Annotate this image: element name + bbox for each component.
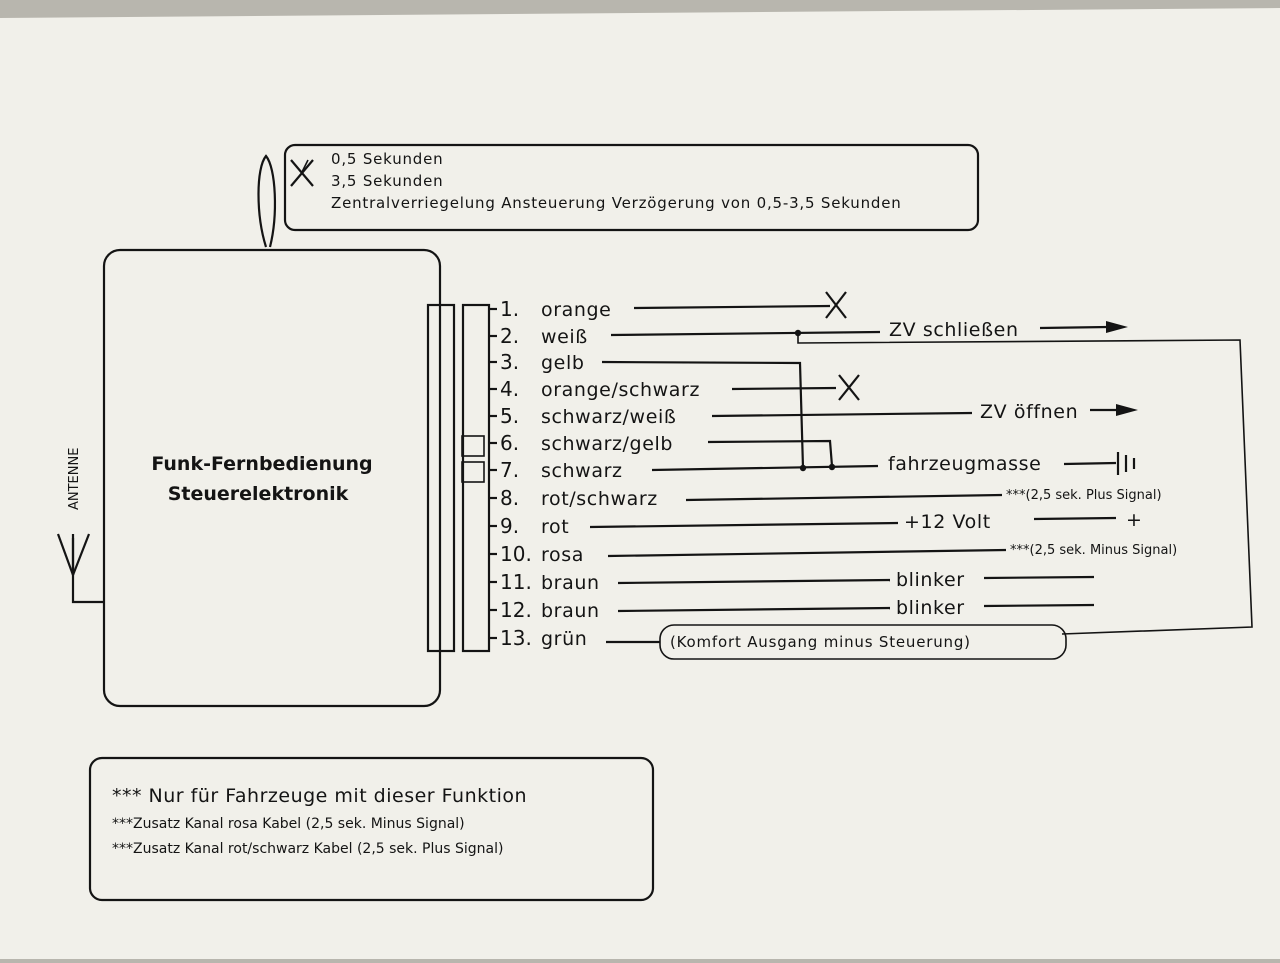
target-ground: fahrzeugmasse [888, 453, 1042, 475]
footnote-line2: ***Zusatz Kanal rosa Kabel (2,5 sek. Minus Signal) [112, 816, 465, 832]
timing-option-1: 0,5 Sekunden [331, 150, 444, 168]
pin-number: 13. [500, 626, 532, 650]
target-zv-open: ZV öffnen [980, 401, 1079, 423]
target-comfort-output: (Komfort Ausgang minus Steuerung) [670, 633, 971, 651]
pin-number: 5. [500, 404, 520, 428]
pin-number: 12. [500, 598, 532, 622]
unit-title-line2: Steuerelektronik [167, 483, 349, 505]
target-blinker-left: blinker [896, 569, 965, 591]
pin-number: 8. [500, 486, 520, 510]
plus-symbol: + [1126, 509, 1143, 531]
target-blinker-right: blinker [896, 597, 965, 619]
pin-number: 11. [500, 570, 532, 594]
timing-option-2: 3,5 Sekunden [331, 172, 444, 190]
target-12v: +12 Volt [904, 511, 991, 533]
wire-color-label: schwarz/weiß [541, 406, 677, 428]
pin-number: 3. [500, 350, 520, 374]
wire-color-label: rosa [541, 544, 584, 566]
wire-color-label: orange [541, 299, 612, 321]
wire-color-label: schwarz/gelb [541, 433, 674, 455]
wire-color-label: gelb [541, 352, 585, 374]
pin-number: 4. [500, 377, 520, 401]
timing-description: Zentralverriegelung Ansteuerung Verzögerung von 0,5-3,5 Sekunden [331, 194, 902, 212]
pin-number: 2. [500, 324, 520, 348]
antenna-label: ANTENNE [67, 447, 82, 510]
wire-color-label: grün [541, 628, 588, 650]
wire-color-label: weiß [541, 326, 588, 348]
pin-number: 9. [500, 514, 520, 538]
wire-4 [732, 388, 836, 389]
wire-color-label: braun [541, 572, 600, 594]
target-plus-signal: ***(2,5 sek. Plus Signal) [1006, 488, 1162, 503]
pin-number: 7. [500, 458, 520, 482]
pin-number: 6. [500, 431, 520, 455]
pin-number: 10. [500, 542, 532, 566]
wire-color-label: rot/schwarz [541, 488, 658, 510]
wire-color-label: rot [541, 516, 570, 538]
unit-title-line1: Funk-Fernbedienung [151, 453, 373, 475]
pin-number: 1. [500, 297, 520, 321]
wire-color-label: braun [541, 600, 600, 622]
wire-color-label: orange/schwarz [541, 379, 701, 401]
target-minus-signal: ***(2,5 sek. Minus Signal) [1010, 543, 1178, 558]
footnote-line1: *** Nur für Fahrzeuge mit dieser Funktion [112, 785, 528, 807]
wire-color-label: schwarz [541, 460, 623, 482]
target-zv-close: ZV schließen [889, 319, 1019, 341]
footnote-line3: ***Zusatz Kanal rot/schwarz Kabel (2,5 sek. Plus Signal) [112, 841, 504, 857]
